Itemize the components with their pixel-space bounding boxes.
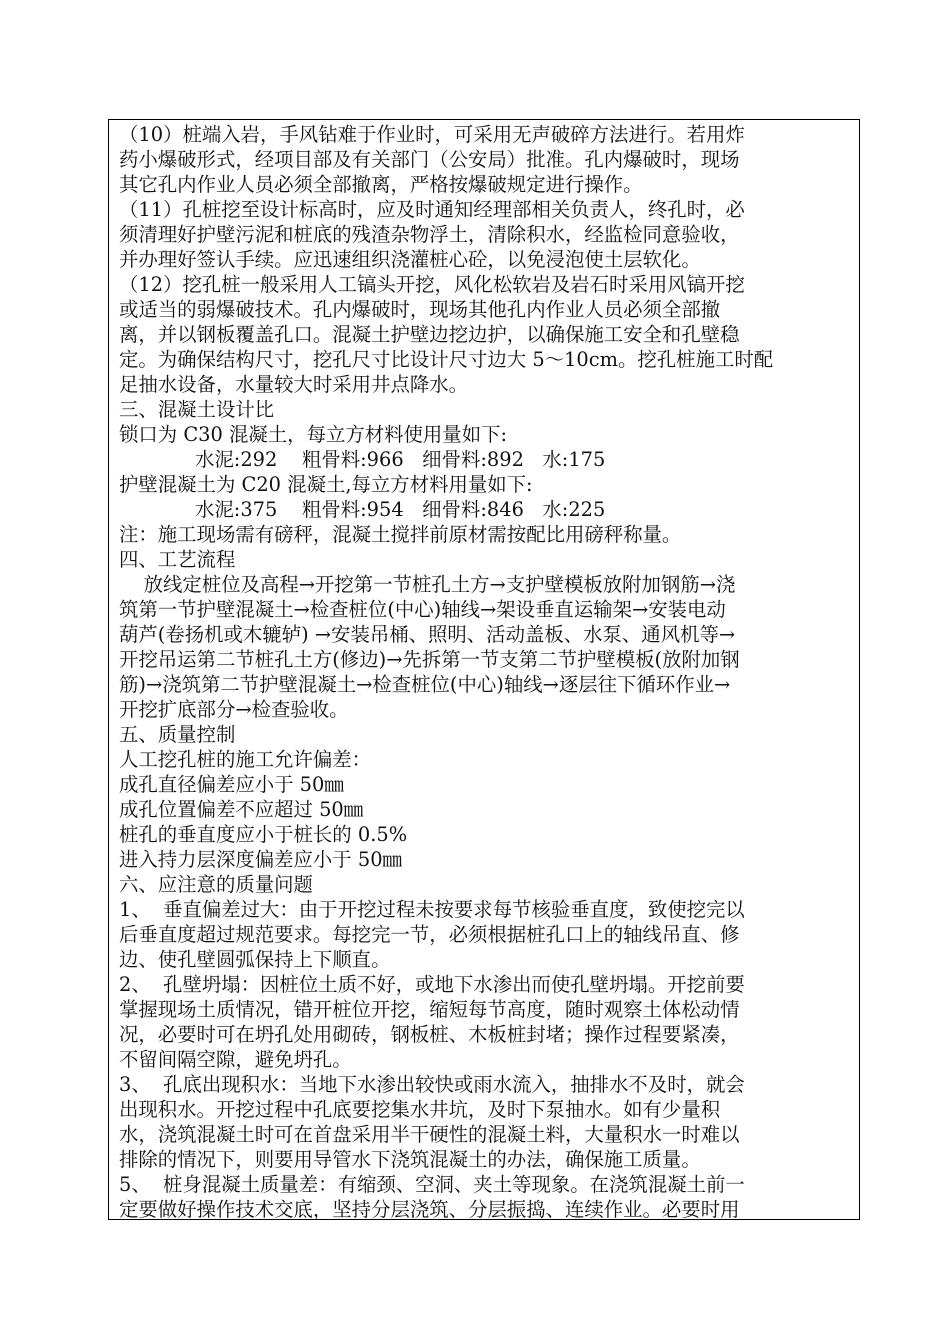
text-line: （10）桩端入岩，手风钻难于作业时，可采用无声破碎方法进行。若用炸	[119, 123, 745, 146]
text-line: 边、使孔壁圆弧保持上下顺直。	[119, 948, 391, 971]
text-line: 3、 孔底出现积水：当地下水渗出较快或雨水流入，抽排水不及时，就会	[119, 1073, 745, 1096]
text-line: 水，浇筑混凝土时可在首盘采用半干硬性的混凝土料，大量积水一时难以	[119, 1123, 740, 1146]
document-table-cell	[108, 119, 860, 1220]
text-line: （11）孔桩挖至设计标高时，应及时通知经理部相关负责人，终孔时，必	[119, 198, 745, 221]
text-line: 定。为确保结构尺寸，挖孔尺寸比设计尺寸边大 5～10cm。挖孔桩施工时配	[119, 348, 774, 371]
text-line: 桩孔的垂直度应小于桩长的 0.5%	[119, 823, 408, 846]
text-line: 护壁混凝土为 C20 混凝土,每立方材料用量如下:	[119, 473, 533, 496]
text-line: 葫芦(卷扬机或木辘轳) →安装吊桶、照明、活动盖板、水泵、通风机等→	[119, 623, 736, 646]
text-line: 足抽水设备，水量较大时采用井点降水。	[119, 373, 469, 396]
text-line: 筋)→浇筑第二节护壁混凝土→检查桩位(中心)轴线→逐层往下循环作业→	[119, 673, 731, 696]
text-line: 进入持力层深度偏差应小于 50㎜	[119, 848, 402, 871]
text-line: 开挖扩底部分→检查验收。	[119, 698, 349, 721]
text-line: 况，必要时可在坍孔处用砌砖，钢板桩、木板桩封堵；操作过程要紧凑，	[119, 1023, 740, 1046]
text-line: 其它孔内作业人员必须全部撤离，严格按爆破规定进行操作。	[119, 173, 643, 196]
text-line: 2、 孔壁坍塌：因桩位土质不好，或地下水渗出而使孔壁坍塌。开挖前要	[119, 973, 745, 996]
section-heading: 六、应注意的质量问题	[119, 873, 313, 896]
text-line: 离，并以钢板覆盖孔口。混凝土护壁边挖边护，以确保施工安全和孔壁稳	[119, 323, 740, 346]
text-line: 定要做好操作技术交底，坚持分层浇筑、分层振捣、连续作业。必要时用	[119, 1198, 740, 1220]
mix-ratio-line: 水泥:292 粗骨料:966 细骨料:892 水:175	[195, 448, 606, 471]
text-line: 放线定桩位及高程→开挖第一节桩孔土方→支护壁模板放附加钢筋→浇	[119, 573, 736, 596]
text-line: 排除的情况下，则要用导管水下浇筑混凝土的办法，确保施工质量。	[119, 1148, 701, 1171]
text-line: 并办理好签认手续。应迅速组织浇灌桩心砼，以免浸泡使土层软化。	[119, 248, 701, 271]
text-line: 5、 桩身混凝土质量差：有缩颈、空洞、夹土等现象。在浇筑混凝土前一	[119, 1173, 745, 1196]
text-line: 注：施工现场需有磅秤，混凝土搅拌前原材需按配比用磅秤称量。	[119, 523, 682, 546]
section-heading: 四、工艺流程	[119, 548, 236, 571]
text-line: 成孔位置偏差不应超过 50㎜	[119, 798, 364, 821]
text-line: 筑第一节护壁混凝土→检查桩位(中心)轴线→架设垂直运输架→安装电动	[119, 598, 726, 621]
text-line: 开挖吊运第二节桩孔土方(修边)→先拆第一节支第二节护壁模板(放附加钢	[119, 648, 740, 671]
text-line: 后垂直度超过规范要求。每挖完一节，必须根据桩孔口上的轴线吊直、修	[119, 923, 740, 946]
text-line: 须清理好护壁污泥和桩底的残渣杂物浮土，清除积水，经监检同意验收，	[119, 223, 740, 246]
section-heading: 五、质量控制	[119, 723, 236, 746]
section-heading: 三、混凝土设计比	[119, 398, 275, 421]
text-line: 掌握现场土质情况，错开桩位开挖，缩短每节高度，随时观察土体松动情	[119, 998, 740, 1021]
text-line: 出现积水。开挖过程中孔底要挖集水井坑，及时下泵抽水。如有少量积	[119, 1098, 721, 1121]
text-line: 或适当的弱爆破技术。孔内爆破时，现场其他孔内作业人员必须全部撤	[119, 298, 721, 321]
text-line: 1、 垂直偏差过大：由于开挖过程未按要求每节核验垂直度，致使挖完以	[119, 898, 745, 921]
text-line: 成孔直径偏差应小于 50㎜	[119, 773, 344, 796]
text-line: （12）挖孔桩一般采用人工镐头开挖，风化松软岩及岩石时采用风镐开挖	[119, 273, 745, 296]
text-line: 锁口为 C30 混凝土，每立方材料使用量如下:	[119, 423, 508, 446]
text-line: 人工挖孔桩的施工允许偏差：	[119, 748, 372, 771]
text-line: 药小爆破形式，经项目部及有关部门（公安局）批准。孔内爆破时，现场	[119, 148, 740, 171]
mix-ratio-line: 水泥:375 粗骨料:954 细骨料:846 水:225	[195, 498, 606, 521]
text-line: 不留间隔空隙，避免坍孔。	[119, 1048, 352, 1071]
